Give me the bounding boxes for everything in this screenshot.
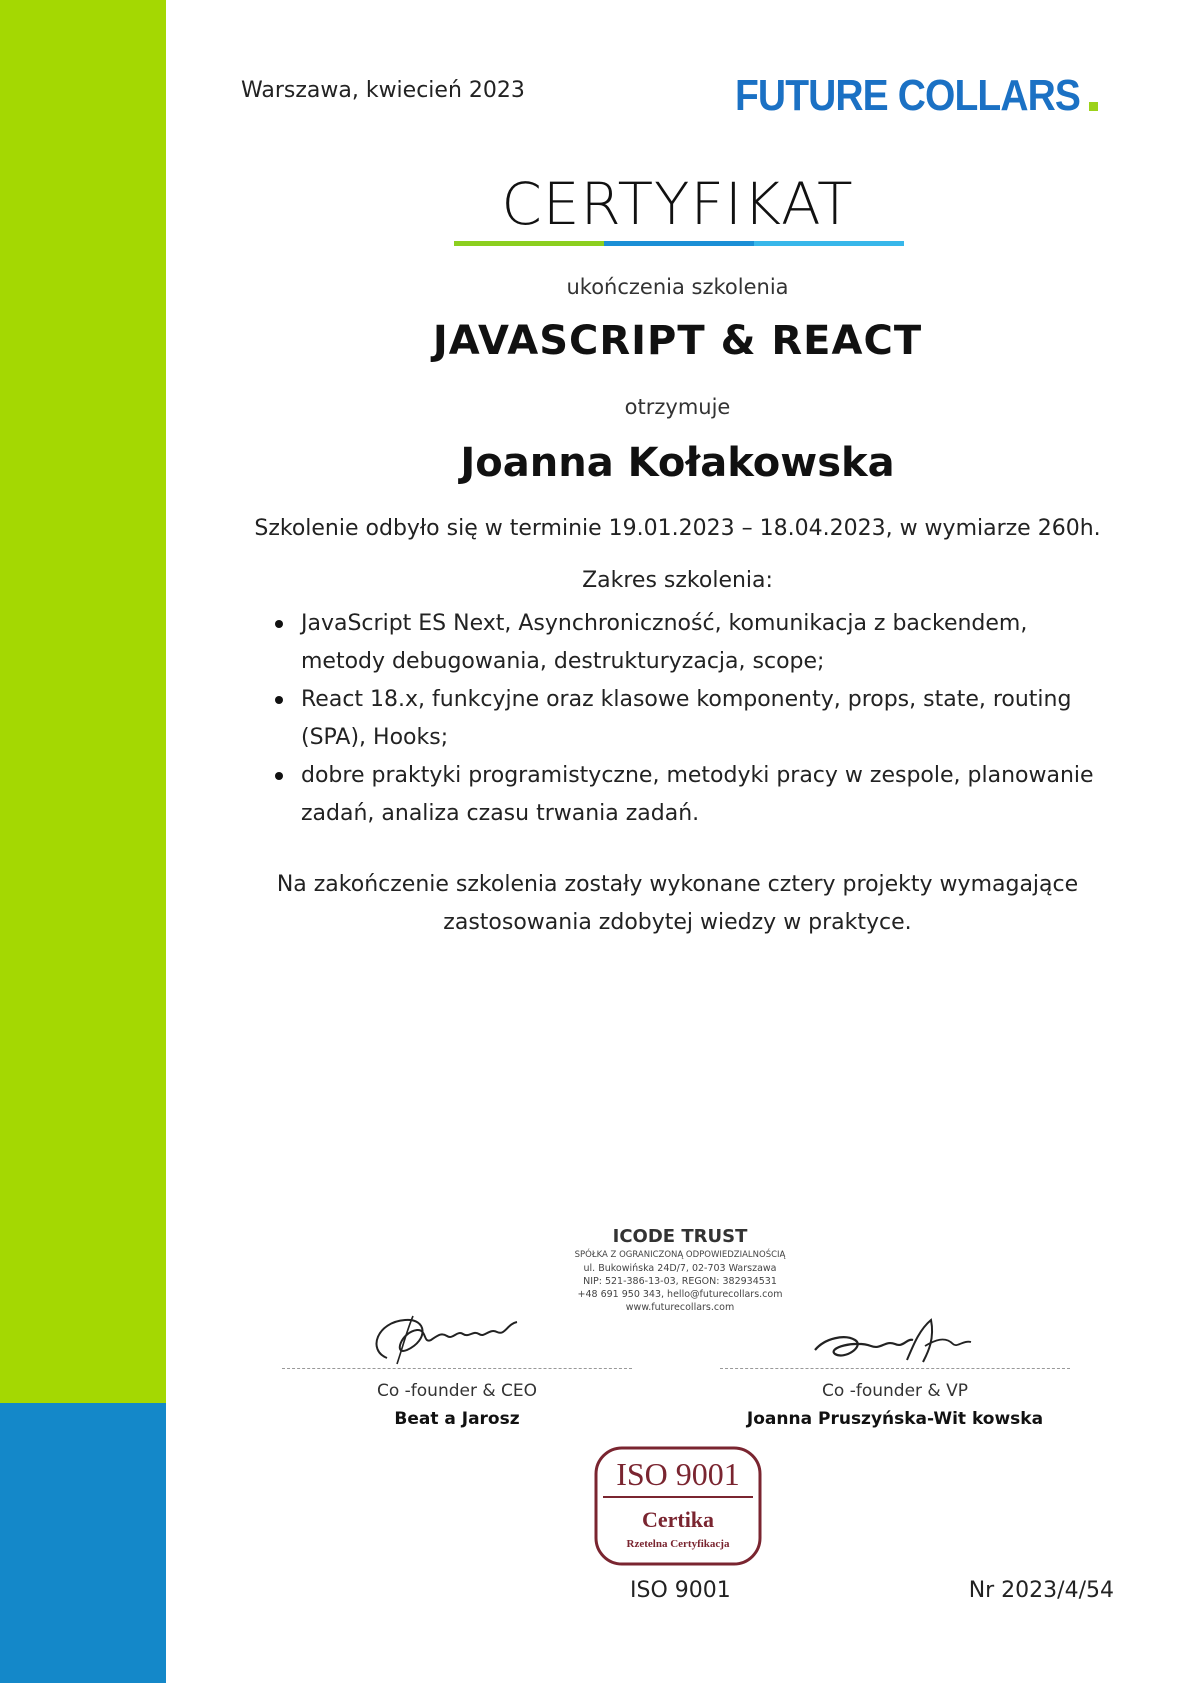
topics-list: [270, 605, 1110, 833]
signature-ceo: [357, 1310, 557, 1366]
stamp-brand: Certika: [641, 1507, 715, 1532]
signer-role: Co -founder & VP: [822, 1381, 968, 1401]
future-collars-logo: [735, 68, 1115, 120]
certificate-title: CERTYFIKAT: [501, 170, 854, 238]
certificate-subtitle: ukończenia szkolenia: [566, 275, 789, 299]
company-line: +48 691 950 343, hello@futurecollars.com: [577, 1289, 783, 1300]
title-underline: [454, 241, 904, 246]
certificate-number: Nr 2023/4/54: [968, 1578, 1114, 1603]
signer-role: Co -founder & CEO: [376, 1381, 538, 1401]
scope-heading: Zakres szkolenia:: [582, 568, 773, 593]
stamp-tagline: Rzetelna Certyfikacja: [626, 1538, 730, 1550]
receives-label: otrzymuje: [624, 395, 731, 419]
company-line: www.futurecollars.com: [625, 1302, 735, 1313]
signer-name: Joanna Pruszyńska-Wit kowska: [746, 1409, 1044, 1429]
signature-line: [720, 1368, 1070, 1369]
signature-vp: [795, 1310, 995, 1366]
company-line: NIP: 521-386-13-03, REGON: 382934531: [583, 1276, 777, 1287]
side-accent-blue: [0, 1403, 166, 1683]
logo-dot: [1089, 102, 1098, 111]
company-stamp: [560, 1226, 800, 1314]
underline-blue: [604, 241, 754, 246]
list-item: dobre praktyki programistyczne, metodyki pracy w zespole, planowanie zadań, analiza czasu trwania zadań.: [270, 757, 1110, 833]
list-item: React 18.x, funkcyjne oraz klasowe komponenty, props, state, routing (SPA), Hooks;: [270, 681, 1110, 757]
iso-certika-stamp: [593, 1445, 763, 1567]
signer-name: Beat a Jarosz: [394, 1409, 520, 1429]
recipient-name: Joanna Kołakowska: [460, 440, 895, 486]
iso-label: ISO 9001: [630, 1578, 731, 1603]
company-name: ICODE TRUST: [612, 1226, 748, 1247]
stamp-title: ISO 9001: [616, 1456, 740, 1492]
side-accent-green: [0, 0, 166, 1403]
signature-line: [282, 1368, 632, 1369]
company-line: ul. Bukowińska 24D/7, 02-703 Warszawa: [583, 1263, 777, 1274]
underline-light-blue: [754, 241, 904, 246]
list-item: JavaScript ES Next, Asynchroniczność, komunikacja z backendem, metody debugowania, destrukturyzacja, scope;: [270, 605, 1110, 681]
course-name: JAVASCRIPT & REACT: [432, 318, 923, 364]
closing-statement: Na zakończenie szkolenia zostały wykonane cztery projekty wymagające zastosowania zdobytej wiedzy w praktyce.: [276, 872, 1079, 935]
underline-green: [454, 241, 604, 246]
training-period: Szkolenie odbyło się w terminie 19.01.2023 – 18.04.2023, w wymiarze 260h.: [254, 516, 1101, 541]
place-and-date: Warszawa, kwiecień 2023: [241, 78, 525, 103]
signature-block-vp: [720, 1310, 1070, 1429]
logo-text: FUTURE COLLARS: [735, 71, 1080, 120]
company-line: SPÓŁKA Z OGRANICZONĄ ODPOWIEDZIALNOŚCIĄ: [574, 1250, 786, 1260]
signature-block-ceo: [282, 1310, 632, 1429]
